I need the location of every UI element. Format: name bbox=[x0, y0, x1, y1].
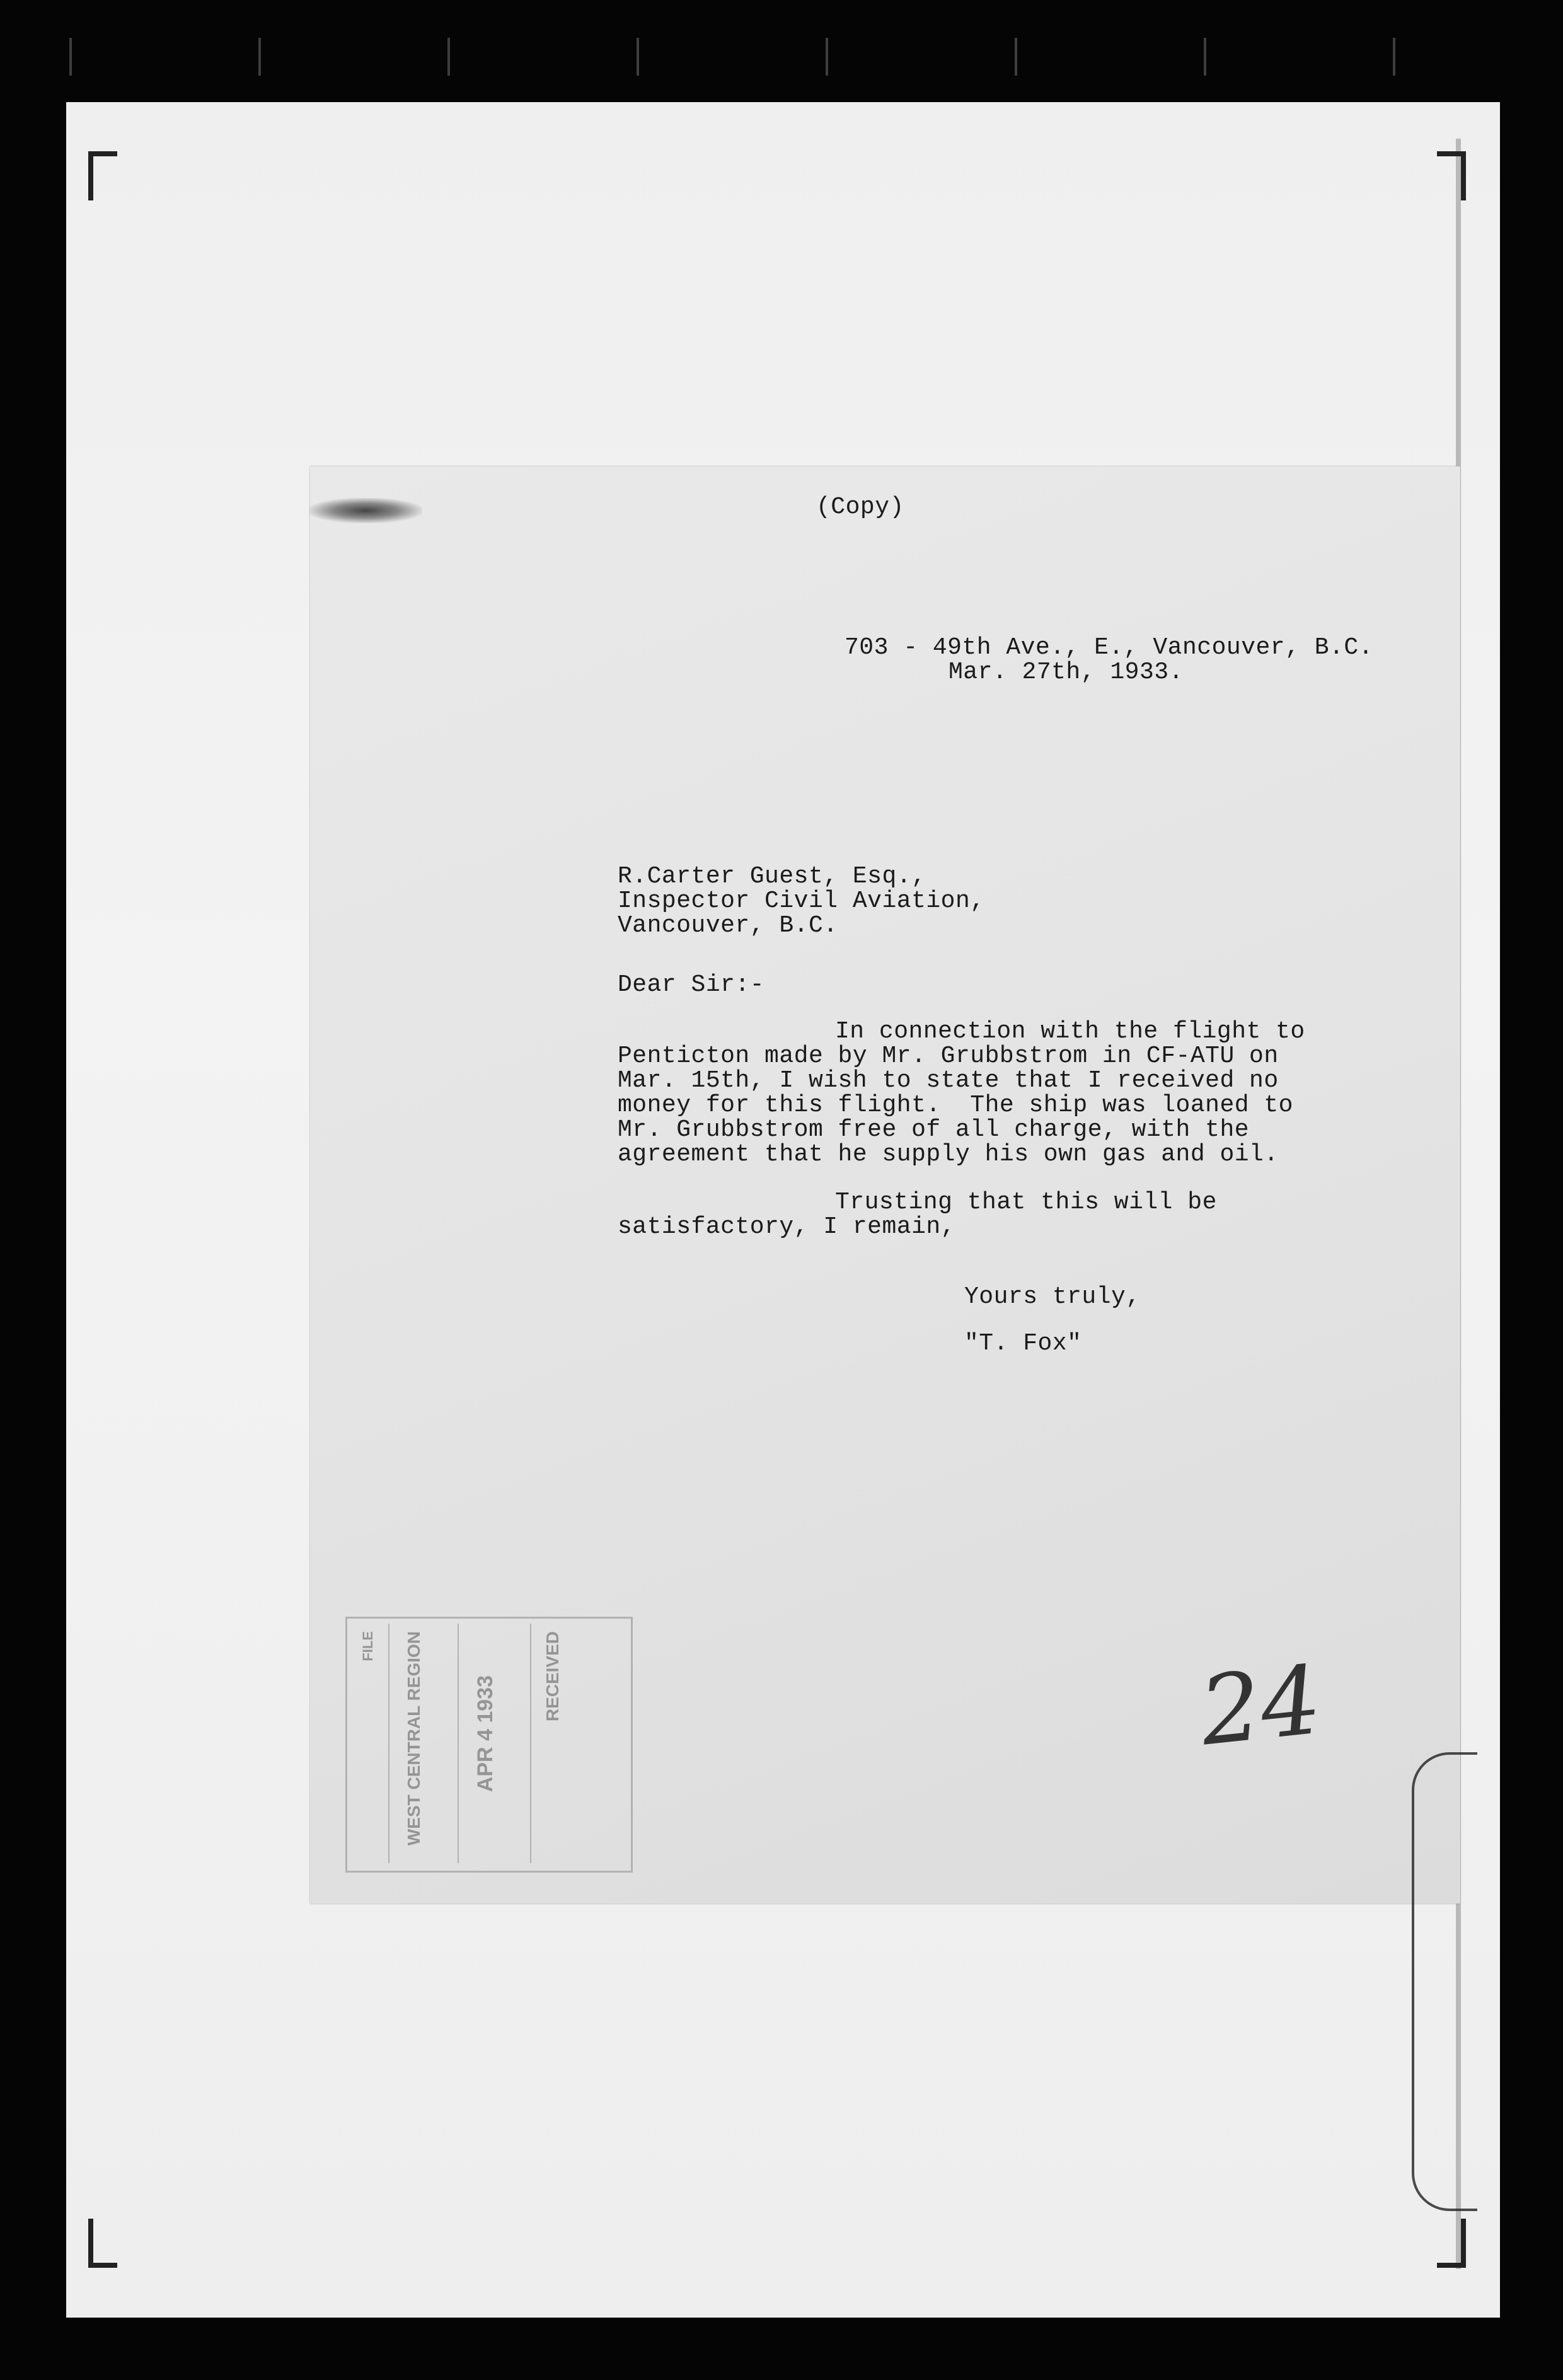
stamp-file-label: FILE bbox=[360, 1631, 376, 1661]
film-specks bbox=[0, 38, 1563, 76]
stamp-office: WEST CENTRAL REGION bbox=[404, 1631, 424, 1846]
sender-address: 703 - 49th Ave., E., Vancouver, B.C. bbox=[845, 634, 1373, 661]
crop-mark-bottom-left bbox=[88, 2219, 117, 2268]
stamp-divider bbox=[530, 1624, 531, 1863]
signature: "T. Fox" bbox=[964, 1330, 1082, 1357]
folio-number: 24 bbox=[1195, 1645, 1327, 1767]
stamp-divider bbox=[458, 1624, 459, 1863]
body-line: In connection with the flight to bbox=[835, 1018, 1305, 1045]
body-line: money for this flight. The ship was loaned to bbox=[618, 1092, 1293, 1119]
body-line: agreement that he supply his own gas and oil. bbox=[618, 1141, 1279, 1168]
salutation: Dear Sir:- bbox=[618, 971, 765, 998]
stamp-date: APR 4 1933 bbox=[473, 1675, 497, 1793]
paper-clip bbox=[1412, 1752, 1477, 2211]
closing-line: Trusting that this will be bbox=[835, 1189, 1217, 1216]
body-line: Penticton made by Mr. Grubbstrom in CF-ATU on bbox=[618, 1043, 1279, 1070]
copy-label: (Copy) bbox=[816, 494, 904, 521]
tape-blemish bbox=[309, 498, 422, 523]
valediction: Yours truly, bbox=[964, 1283, 1141, 1310]
stamp-divider bbox=[388, 1624, 389, 1863]
closing-line: satisfactory, I remain, bbox=[618, 1213, 955, 1240]
recipient-name: R.Carter Guest, Esq., bbox=[618, 863, 926, 890]
body-line: Mar. 15th, I wish to state that I received no bbox=[618, 1067, 1279, 1094]
stamp-received: RECEIVED bbox=[543, 1631, 562, 1722]
letter-date: Mar. 27th, 1933. bbox=[949, 659, 1184, 686]
recipient-title: Inspector Civil Aviation, bbox=[618, 887, 985, 915]
crop-mark-bottom-right bbox=[1437, 2219, 1466, 2268]
recipient-city: Vancouver, B.C. bbox=[618, 912, 838, 939]
body-line: Mr. Grubbstrom free of all charge, with the bbox=[618, 1116, 1250, 1143]
crop-mark-top-right bbox=[1437, 151, 1466, 200]
crop-mark-top-left bbox=[88, 151, 117, 200]
registry-stamp bbox=[345, 1617, 633, 1873]
